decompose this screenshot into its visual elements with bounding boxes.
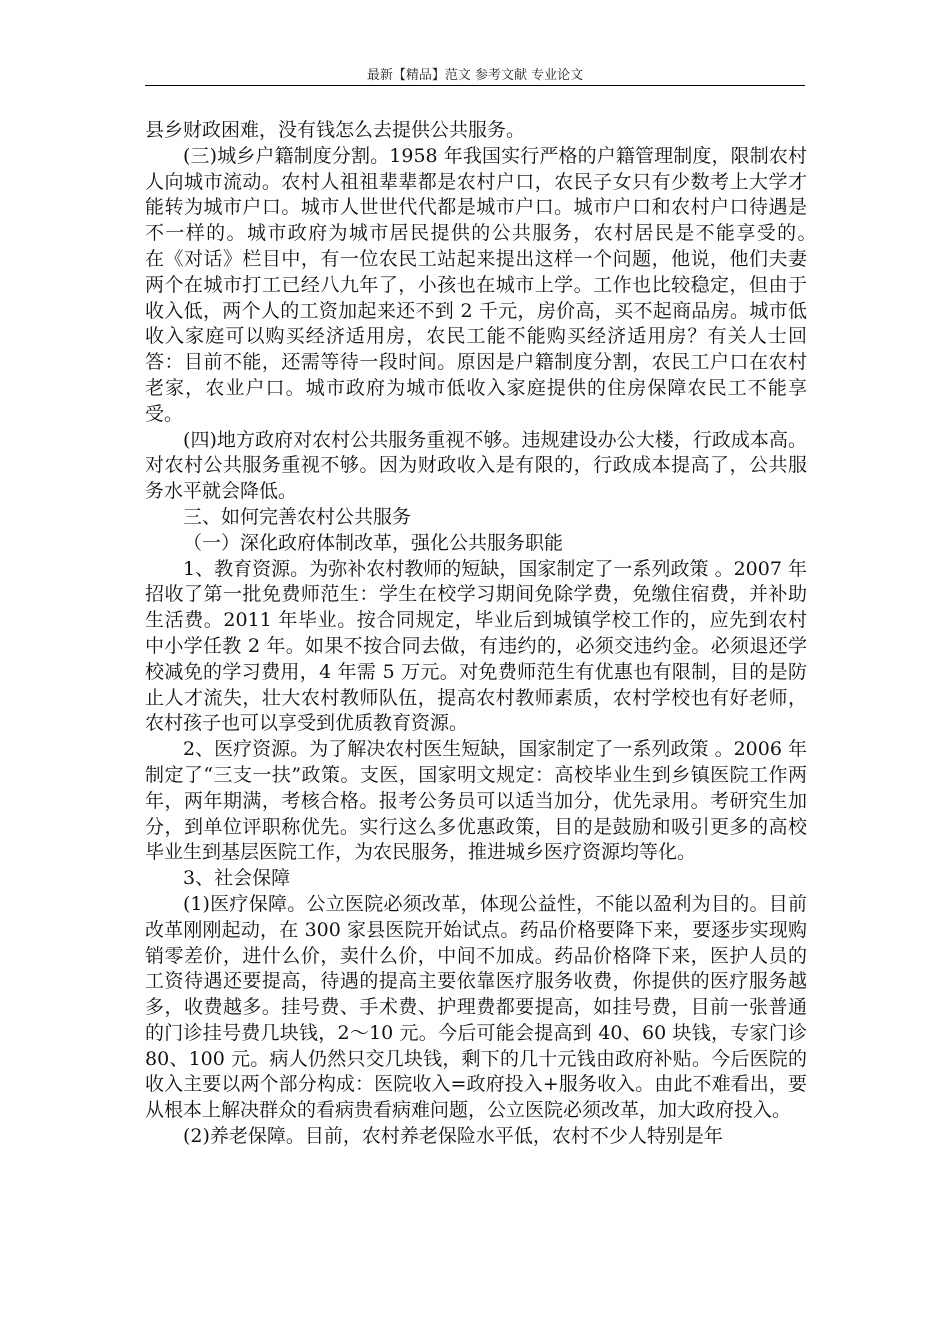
paragraph-medical-resources: 2、医疗资源。为了解决农村医生短缺，国家制定了一系列政策 。2006 年制定了“三支一扶”政策。支医，国家明文规定：高校毕业生到乡镇医院工作两年，两年期满，考核合格。报考公务员可以适当加分，优先录用。考研究生加分，到单位评职称优先。实行这么多优惠政策，目的是鼓励和吸引更多的高校毕业生到基层医院工作，为农民服务，推进城乡医疗资源均等化。 (145, 738, 807, 864)
paragraph-household-registration: (三)城乡户籍制度分割。1958 年我国实行严格的户籍管理制度，限制农村人向城市流动。农村人祖祖辈辈都是农村户口，农民子女只有少数考上大学才能转为城市户口。城市人世世代代都是城市户口。城市户口和农村户口待遇是不一样的。城市政府为城市居民提供的公共服务，农村居民是不能享受的。 在《对话》栏目中，有一位农民工站起来提出这样一个问题，他说，他们夫妻两个在城市打工已经八九年了，小孩也在城市上学。工作也比较稳定，但由于收入低，两个人的工资加起来还不到 2 千元，房价高，买不起商品房。城市低收入家庭可以购买经济适用房，农民工能不能购买经济适用房？有关人士回答：目前不能，还需等待一段时间。原因是户籍制度分割，农民工户口在农村老家，农业户口。城市政府为城市低收入家庭提供的住房保障农民工不能享受。 (145, 144, 865, 425)
subsection-heading-social-security: 3、社会保障 (183, 867, 291, 890)
document-body (145, 118, 865, 1150)
paragraph-continuation: 县乡财政困难，没有钱怎么去提供公共服务。 (145, 119, 526, 141)
section-heading-improve-services: 三、如何完善农村公共服务 (183, 505, 412, 528)
paragraph-pension-insurance: (2)养老保障。目前，农村养老保险水平低，农村不少人特别是年 (183, 1125, 723, 1148)
subsection-heading-reform: （一）深化政府体制改革，强化公共服务职能 (183, 531, 564, 554)
paragraph-local-government: (四)地方政府对农村公共服务重视不够。违规建设办公大楼，行政成本高。对农村公共服务重视不够。因为财政收入是有限的，行政成本提高了，公共服务水平就会降低。 (145, 428, 807, 503)
page-header: 最新【精品】范文 参考文献 专业论文 (366, 68, 584, 83)
header-divider (145, 85, 805, 86)
paragraph-medical-insurance: (1)医疗保障。公立医院必须改革，体现公益性，不能以盈利为目的。目前改革刚刚起动，在 300 家县医院开始试点。药品价格要降下来，要逐步实现购销零差价，进什么价，卖什么价，中间不加成。药品价格降下来，医护人员的工资待遇还要提高，待遇的提高主要依靠医疗服务收费，你提供的医疗服务越多，收费越多。挂号费、手术费、护理费都要提高，如挂号费，目前一张普通的门诊挂号费几块钱，2～10 元。今后可能会提高到 40、60 块钱，专家门诊 80、100 元。病人仍然只交几块钱，剩下的几十元钱由政府补贴。今后医院的收入主要以两个部分构成：医院收入=政府投入+服务收入。由此不难看出，要从根本上解决群众的看病贵看病难问题，公立医院必须改革，加大政府投入。 (145, 892, 807, 1122)
paragraph-education-resources: 1、教育资源。为弥补农村教师的短缺，国家制定了一系列政策 。2007 年招收了第一批免费师范生：学生在校学习期间免除学费，免缴住宿费，并补助生活费。2011 年毕业。按合同规定，毕业后到城镇学校工作的，应先到农村中小学任教 2 年。如果不按合同去做，有违约的，必须交违约金。必须退还学校减免的学习费用，4 年需 5 万元。对免费师范生有优惠也有限制，目的是防止人才流失，壮大农村教师队伍，提高农村教师素质，农村学校也有好老师，农村孩子也可以享受到优质教育资源。 (145, 557, 807, 735)
